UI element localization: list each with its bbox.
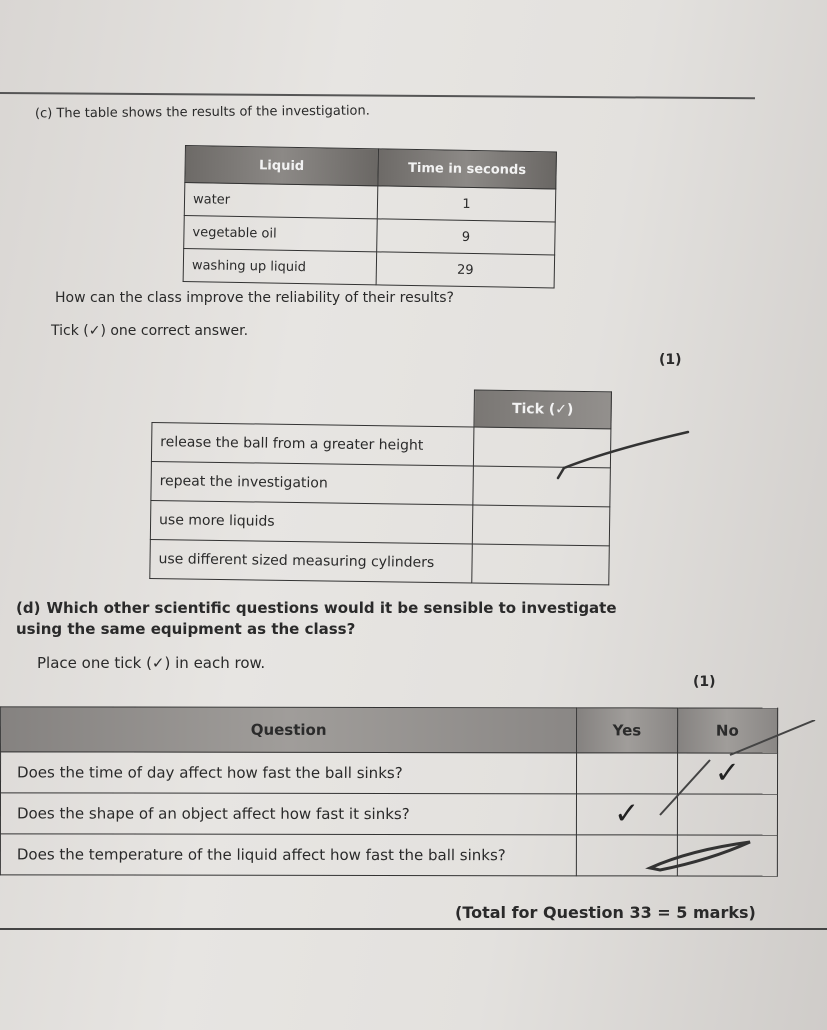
table-row bbox=[183, 248, 555, 287]
top-rule bbox=[0, 92, 755, 99]
results-header-liquid: Liquid bbox=[185, 146, 379, 186]
results-liquid: water bbox=[184, 183, 377, 219]
handwritten-strokes bbox=[620, 720, 827, 890]
part-c-instruction: Tick (✓) one correct answer. bbox=[51, 323, 249, 339]
part-d-instruction: Place one tick (✓) in each row. bbox=[37, 654, 266, 672]
part-d-marks: (1) bbox=[693, 674, 716, 690]
table-row bbox=[150, 500, 609, 545]
results-time: 29 bbox=[376, 252, 555, 288]
questions-header-yes: Yes bbox=[577, 708, 678, 753]
tick-cell[interactable] bbox=[472, 544, 610, 585]
tick-icon: ✓ bbox=[714, 755, 740, 791]
question-text: Does the temperature of the liquid affect how fast the ball sinks? bbox=[0, 834, 576, 876]
questions-header-no: No bbox=[677, 708, 778, 753]
tick-header: Tick (✓) bbox=[474, 390, 612, 429]
handwritten-tick-mark bbox=[530, 420, 690, 490]
part-d-question-text: Which other scientific questions would it be sensible to investigate using the same equipment as the class? bbox=[16, 599, 617, 638]
results-liquid: vegetable oil bbox=[184, 215, 377, 251]
part-d-label: (d) bbox=[16, 599, 41, 617]
bottom-rule bbox=[0, 928, 827, 930]
questions-header-question: Question bbox=[1, 707, 577, 753]
total-marks: (Total for Question 33 = 5 marks) bbox=[455, 903, 756, 922]
tick-icon: ✓ bbox=[614, 796, 640, 832]
part-c-marks: (1) bbox=[659, 352, 682, 368]
option-label: use different sized measuring cylinders bbox=[150, 539, 473, 582]
part-c-question: How can the class improve the reliability of their results? bbox=[55, 290, 454, 306]
part-d-question bbox=[16, 598, 656, 640]
option-label: use more liquids bbox=[150, 500, 473, 543]
question-text: Does the shape of an object affect how fast it sinks? bbox=[0, 793, 576, 835]
part-c-intro: (c) The table shows the results of the investigation. bbox=[34, 103, 370, 122]
results-table bbox=[183, 145, 557, 288]
option-label: release the ball from a greater height bbox=[151, 423, 474, 466]
blank-header bbox=[152, 386, 474, 427]
results-time: 1 bbox=[377, 186, 556, 222]
results-liquid: washing up liquid bbox=[183, 248, 376, 284]
results-time: 9 bbox=[377, 219, 556, 255]
option-label: repeat the investigation bbox=[151, 461, 474, 504]
question-text: Does the time of day affect how fast the ball sinks? bbox=[0, 752, 576, 794]
table-row bbox=[150, 539, 609, 584]
results-header-time: Time in seconds bbox=[378, 149, 557, 189]
tick-cell[interactable] bbox=[472, 505, 610, 546]
